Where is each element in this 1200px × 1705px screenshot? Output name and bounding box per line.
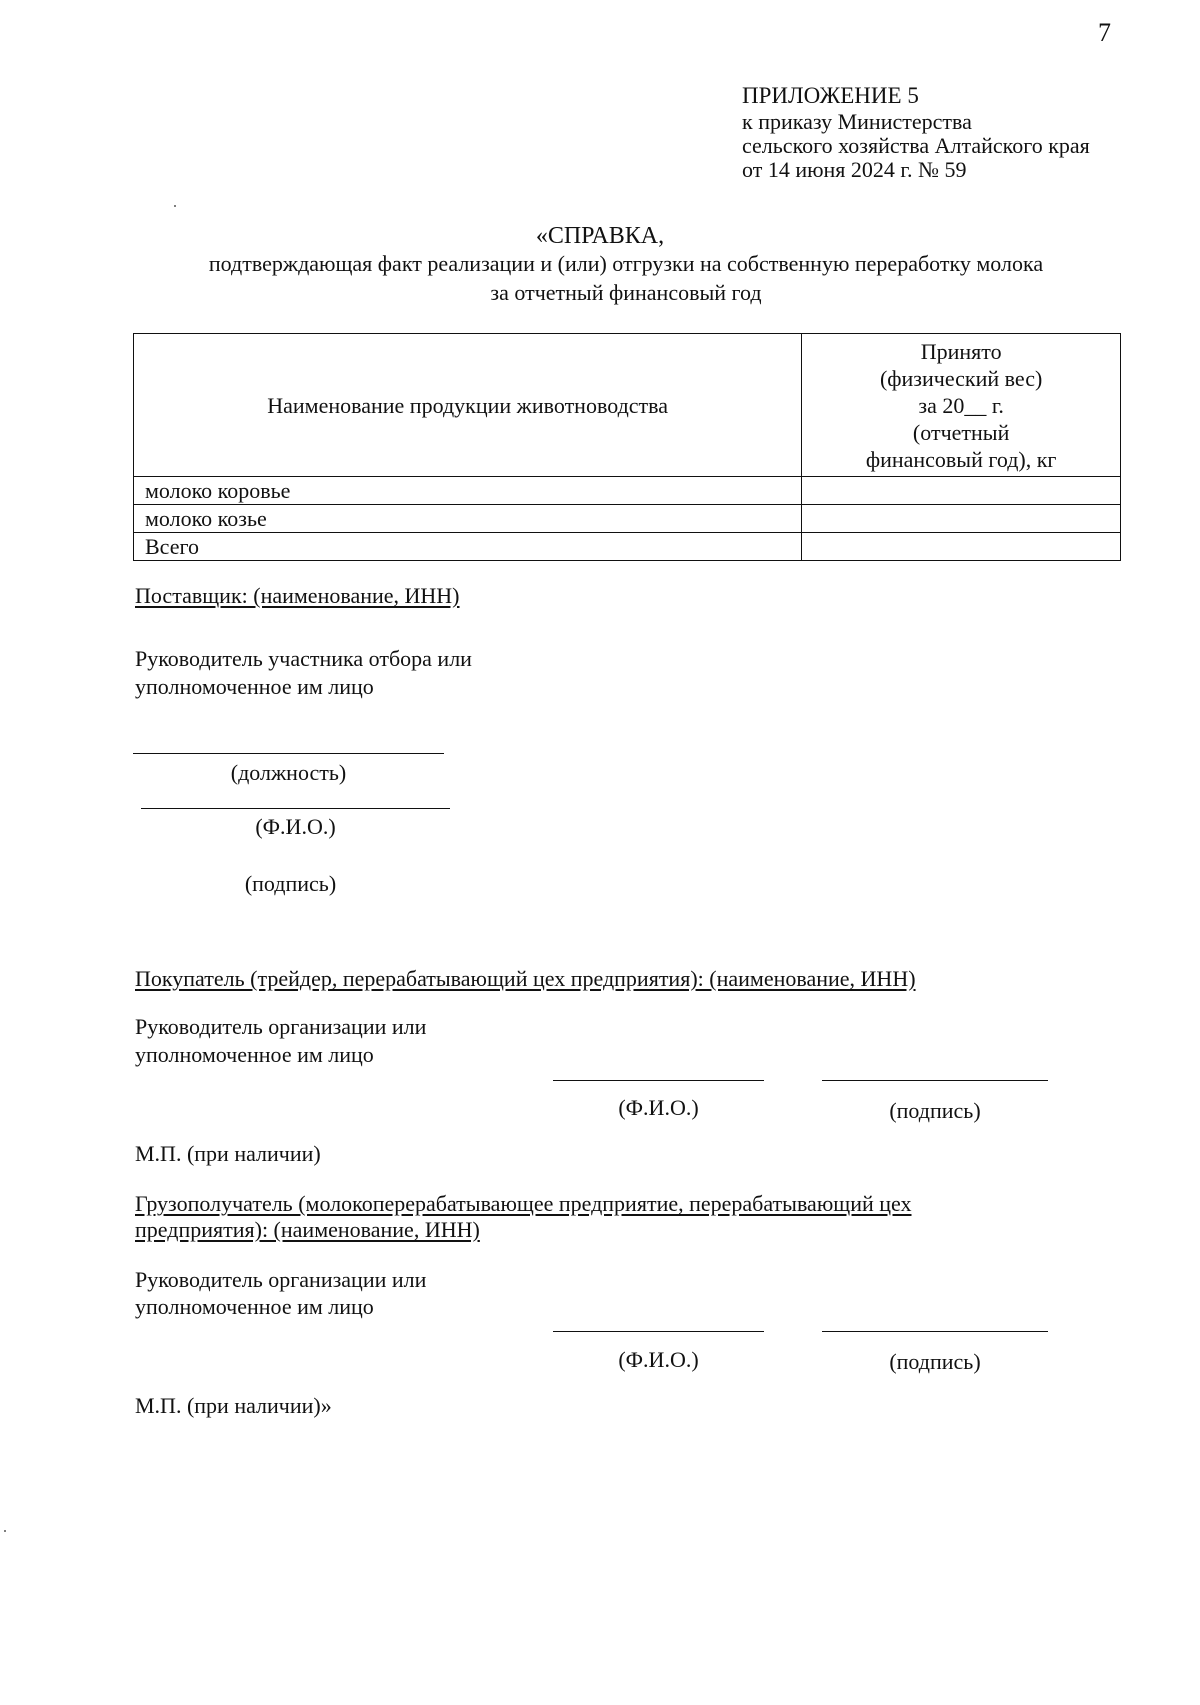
table-header-row [134, 334, 1121, 477]
row-value-goat-milk[interactable] [802, 505, 1121, 533]
table-row [134, 505, 1121, 533]
header-received-line: (физический вес) [879, 365, 1043, 391]
consignee-sign-caption: (подпись) [889, 1349, 981, 1374]
supplier-label: Поставщик: (наименование, ИНН) [135, 583, 460, 608]
row-value-total[interactable] [802, 533, 1121, 561]
table-row [134, 477, 1121, 505]
table-row [134, 533, 1121, 561]
header-received-line: Принято [920, 338, 1002, 364]
row-name-cow-milk: молоко коровье [134, 477, 802, 505]
scan-speck [174, 205, 176, 207]
header-received-line: за 20__ г. [918, 392, 1004, 418]
row-value-cow-milk[interactable] [802, 477, 1121, 505]
supplier-position-caption: (должность) [230, 760, 347, 785]
buyer-head-line2: уполномоченное им лицо [135, 1042, 374, 1067]
buyer-sign-caption: (подпись) [889, 1098, 981, 1123]
supplier-head-line1: Руководитель участника отбора или [135, 646, 472, 671]
supplier-head-line2: уполномоченное им лицо [135, 674, 374, 699]
product-table [133, 333, 1121, 561]
document-title: «СПРАВКА, [535, 223, 665, 249]
document-subtitle-line1: подтверждающая факт реализации и (или) отгрузки на собственную переработку молока [208, 251, 1044, 276]
page-number: 7 [1098, 18, 1111, 47]
supplier-fio-line[interactable] [141, 808, 450, 809]
buyer-head-line1: Руководитель организации или [135, 1014, 427, 1039]
buyer-fio-line[interactable] [553, 1080, 764, 1081]
consignee-label-line2: предприятия): (наименование, ИНН) [135, 1217, 480, 1242]
row-name-goat-milk: молоко козье [134, 505, 802, 533]
header-received-weight [802, 334, 1121, 477]
consignee-head-line2: уполномоченное им лицо [135, 1294, 374, 1319]
header-received-line: (отчетный [912, 419, 1010, 445]
supplier-fio-caption: (Ф.И.О.) [255, 814, 336, 839]
buyer-fio-caption: (Ф.И.О.) [618, 1095, 699, 1120]
annex-title: ПРИЛОЖЕНИЕ 5 [742, 83, 919, 108]
supplier-sign-caption: (подпись) [244, 871, 337, 896]
annex-order-line: к приказу Министерства [742, 109, 972, 134]
annex-date-line: от 14 июня 2024 г. № 59 [742, 157, 967, 182]
buyer-stamp-label: М.П. (при наличии) [135, 1141, 321, 1166]
consignee-label-line1: Грузополучатель (молокоперерабатывающее предприятие, перерабатывающий цех [135, 1191, 912, 1216]
buyer-label: Покупатель (трейдер, перерабатывающий цех предприятия): (наименование, ИНН) [135, 966, 916, 991]
consignee-head-line1: Руководитель организации или [135, 1267, 427, 1292]
annex-ministry-line: сельского хозяйства Алтайского края [742, 133, 1090, 158]
supplier-position-line[interactable] [133, 753, 444, 754]
consignee-fio-caption: (Ф.И.О.) [618, 1347, 699, 1372]
row-name-total: Всего [134, 533, 802, 561]
consignee-sign-line[interactable] [822, 1331, 1048, 1332]
consignee-fio-line[interactable] [553, 1331, 764, 1332]
document-subtitle-line2: за отчетный финансовый год [490, 280, 762, 305]
header-product-name: Наименование продукции животноводства [134, 334, 802, 477]
consignee-stamp-label: М.П. (при наличии)» [135, 1393, 332, 1418]
scan-speck [4, 1530, 6, 1532]
header-received-line: финансовый год), кг [865, 446, 1057, 472]
buyer-sign-line[interactable] [822, 1080, 1048, 1081]
